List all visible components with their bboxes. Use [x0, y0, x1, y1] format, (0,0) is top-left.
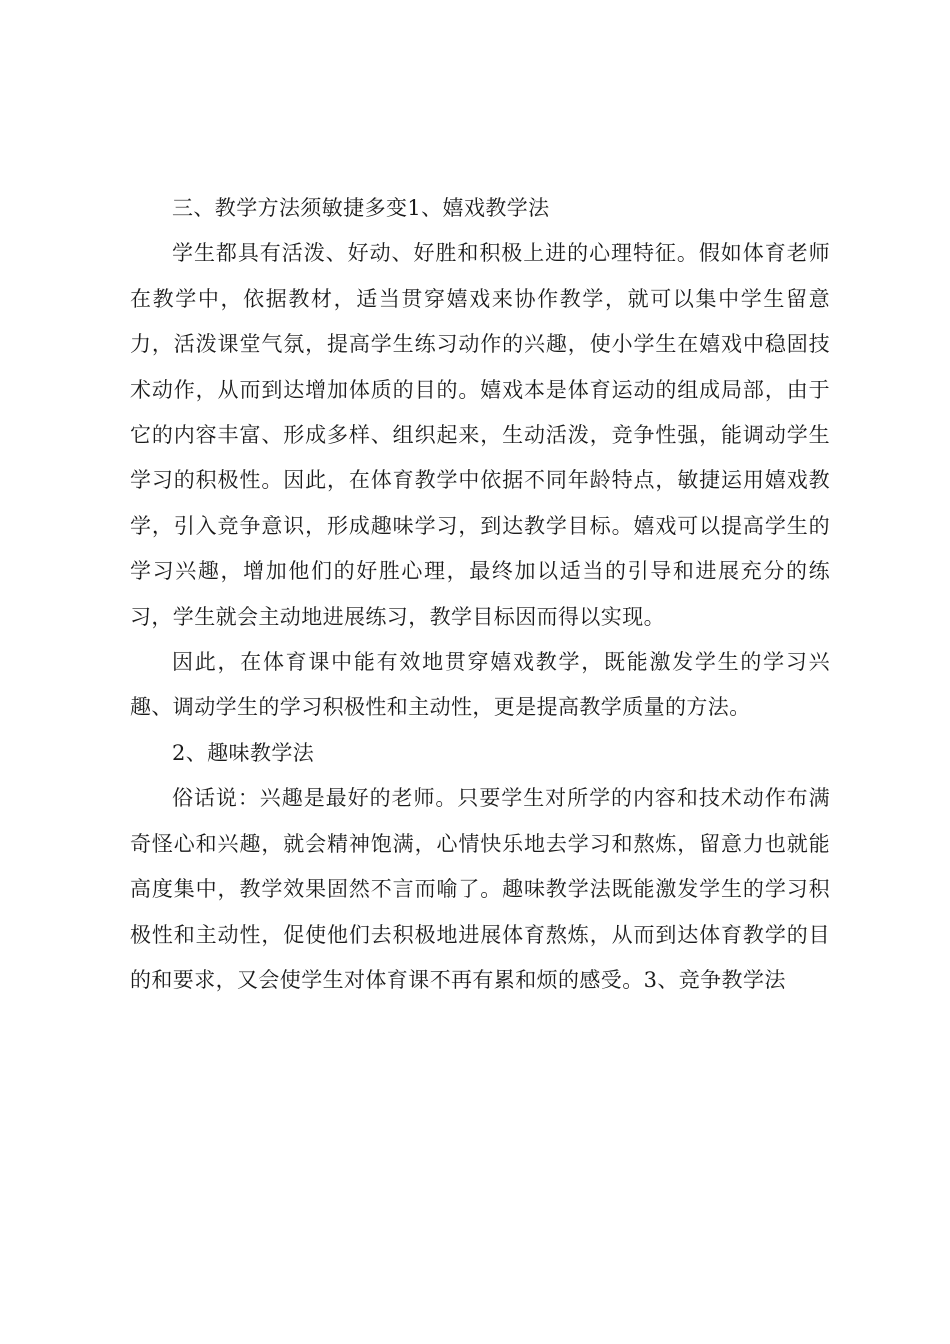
- paragraph: 因此，在体育课中能有效地贯穿嬉戏教学，既能激发学生的学习兴趣、调动学生的学习积极性和主动性，更是提高教学质量的方法。: [130, 650, 830, 720]
- subsection-heading: 2、趣味教学法: [172, 740, 315, 765]
- paragraph: 学生都具有活泼、好动、好胜和积极上进的心理特征。假如体育老师在教学中，依据教材，适当贯穿嬉戏来协作教学，就可以集中学生留意力，活泼课堂气氛，提高学生练习动作的兴趣，使小学生在嬉戏中稳固技术动作，从而到达增加体质的目的。嬉戏本是体育运动的组成局部，由于它的内容丰富、形成多样、组织起来，生动活泼，竞争性强，能调动学生学习的积极性。因此，在体育教学中依据不同年龄特点，敏捷运用嬉戏教学，引入竞争意识，形成趣味学习，到达教学目标。嬉戏可以提高学生的学习兴趣，增加他们的好胜心理，最终加以适当的引导和进展充分的练习，学生就会主动地进展练习，教学目标因而得以实现。: [130, 241, 830, 629]
- paragraph: 俗话说：兴趣是最好的老师。只要学生对所学的内容和技术动作布满奇怪心和兴趣，就会精神饱满，心情快乐地去学习和熬炼，留意力也就能高度集中，教学效果固然不言而喻了。趣味教学法既能激发学生的学习积极性和主动性，促使他们去积极地进展体育熬炼，从而到达体育教学的目的和要求，又会使学生对体育课不再有累和烦的感受。3、竞争教学法: [130, 786, 830, 992]
- section-heading: 三、教学方法须敏捷多变1、嬉戏教学法: [172, 196, 550, 220]
- document-body: [130, 186, 830, 1003]
